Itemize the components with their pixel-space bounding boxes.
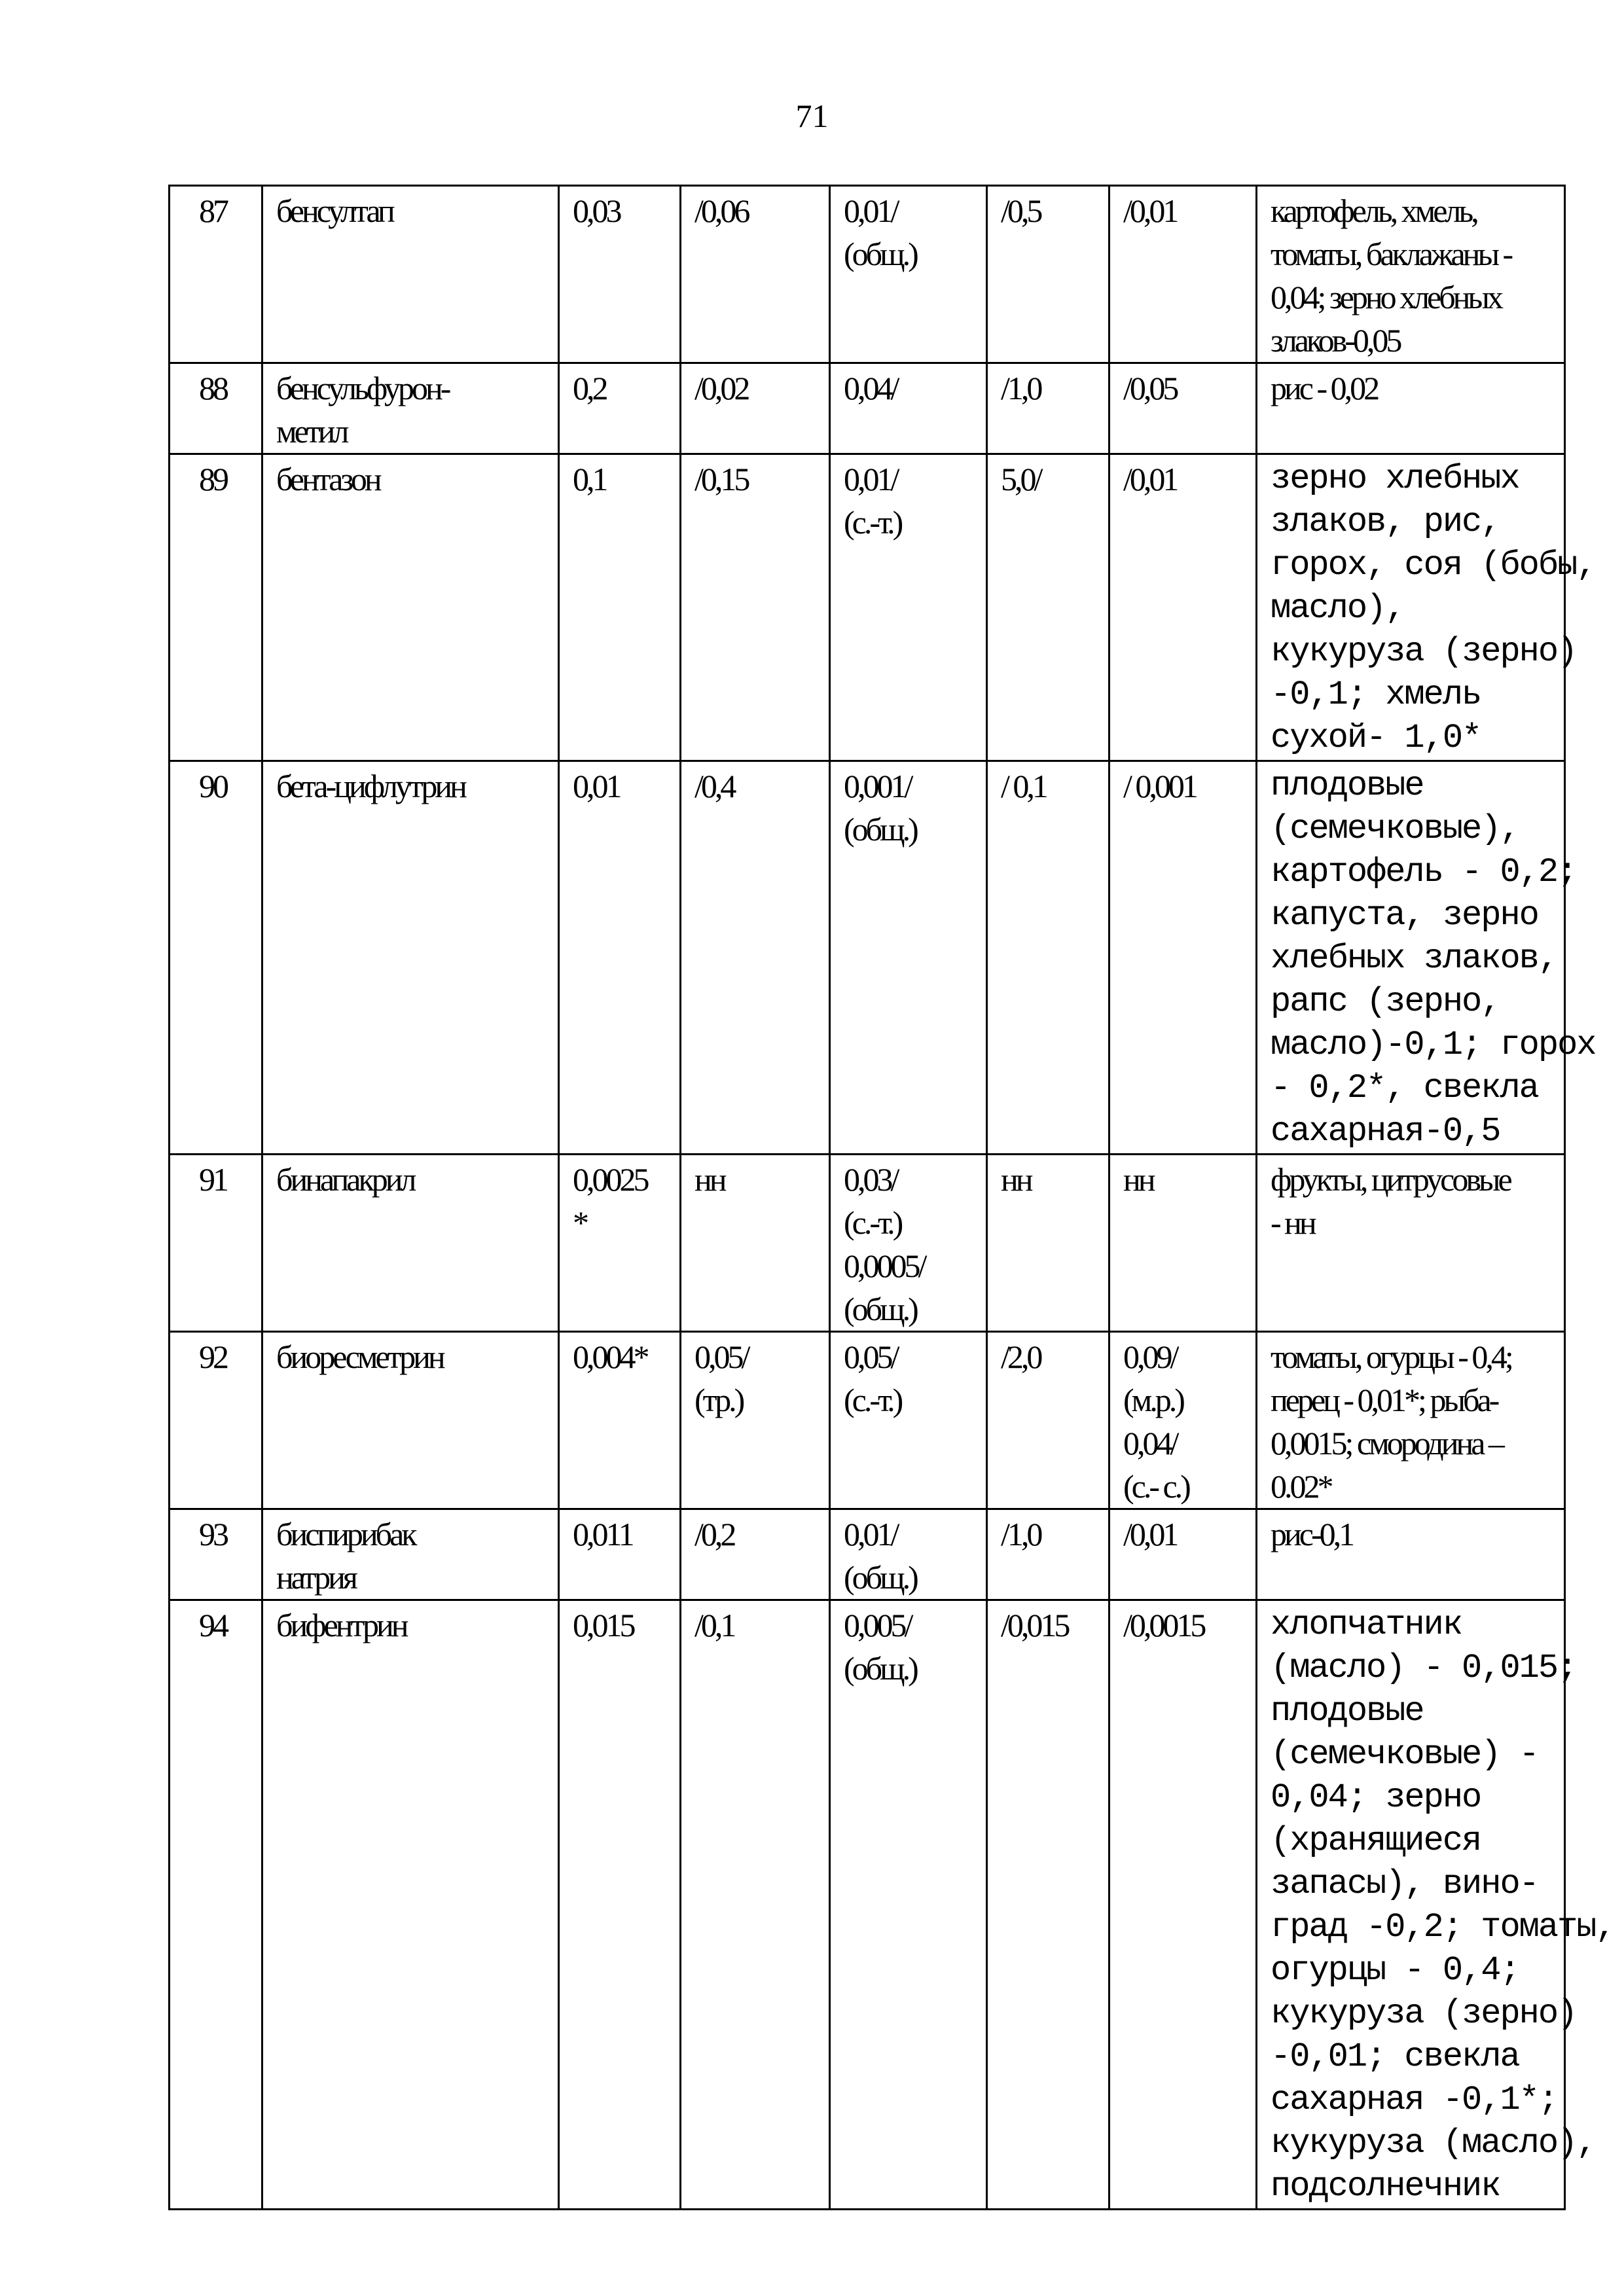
- cell-value-3: [830, 1332, 987, 1509]
- cell-line: /0,2: [695, 1516, 734, 1552]
- cell-line: /0,06: [695, 192, 748, 229]
- cell-line: (общ.): [844, 1559, 916, 1596]
- cell-notes: [1257, 761, 1596, 1155]
- cell-line: нн: [695, 1161, 725, 1198]
- cell-notes: [1257, 1600, 1615, 2210]
- cell-value-5: [1110, 761, 1257, 1155]
- cell-line: (с.-т.): [844, 504, 901, 541]
- cell-line: 0,05/: [844, 1338, 897, 1375]
- cell-line: кукуруза (зерно): [1271, 1994, 1577, 2033]
- cell-line: сухой- 1,0*: [1271, 719, 1481, 757]
- cell-value-3: [830, 454, 987, 761]
- cell-number: 91: [170, 1155, 262, 1332]
- cell-value-1: [559, 1600, 681, 2210]
- cell-value-3: [830, 1155, 987, 1332]
- cell-line: /0,015: [1001, 1607, 1068, 1643]
- cell-line: /0,15: [695, 461, 748, 497]
- cell-value-3: [830, 1509, 987, 1600]
- cell-substance-name: [262, 1332, 559, 1509]
- cell-value-4: [987, 186, 1110, 363]
- cell-line: 0,04/: [844, 370, 897, 406]
- cell-value-3: [830, 186, 987, 363]
- cell-notes: [1257, 186, 1565, 363]
- cell-line: (семечковые),: [1271, 810, 1519, 848]
- cell-line: (с.-т.): [844, 1382, 901, 1418]
- cell-line: капуста, зерно: [1271, 896, 1538, 935]
- cell-value-5: [1110, 186, 1257, 363]
- cell-line: кукуруза (масло),: [1271, 2124, 1596, 2162]
- cell-line: /0,05: [1123, 370, 1177, 406]
- cell-line: 0,1: [573, 461, 606, 497]
- cell-line: -0,01; свекла: [1271, 2037, 1519, 2076]
- cell-line: рис - 0,02: [1271, 370, 1378, 406]
- cell-substance-name: [262, 1600, 559, 2210]
- cell-substance-name: [262, 1509, 559, 1600]
- cell-line: 0,001/: [844, 768, 911, 804]
- cell-line: кукуруза (зерно): [1271, 632, 1577, 671]
- cell-number: 89: [170, 454, 262, 761]
- cell-line: /0,01: [1123, 192, 1177, 229]
- cell-notes: [1257, 363, 1565, 454]
- cell-substance-name: [262, 761, 559, 1155]
- cell-value-5: [1110, 363, 1257, 454]
- cell-line: (семечковые) -: [1271, 1735, 1538, 1774]
- cell-value-5: [1110, 1155, 1257, 1332]
- cell-line: /0,4: [695, 768, 734, 804]
- cell-line: 0,03/: [844, 1161, 897, 1198]
- cell-line: огурцы - 0,4;: [1271, 1951, 1519, 1990]
- cell-value-5: [1110, 1509, 1257, 1600]
- cell-value-2: [681, 186, 830, 363]
- cell-line: фрукты, цитрусовые: [1271, 1161, 1510, 1198]
- cell-line: биоресметрин: [276, 1338, 443, 1375]
- cell-value-4: [987, 454, 1110, 761]
- cell-line: *: [573, 1204, 586, 1241]
- cell-line: (общ.): [844, 236, 916, 272]
- cell-line: рис-0,1: [1271, 1516, 1353, 1552]
- cell-value-1: [559, 454, 681, 761]
- cell-line: бифентрин: [276, 1607, 406, 1643]
- cell-line: (общ.): [844, 811, 916, 848]
- cell-line: (м.р.): [1123, 1382, 1183, 1418]
- table-row: [170, 1155, 1565, 1332]
- cell-line: 0,0015; смородина –: [1271, 1425, 1502, 1462]
- cell-line: 0,01/: [844, 461, 897, 497]
- cell-value-1: [559, 761, 681, 1155]
- cell-line: бентазон: [276, 461, 380, 497]
- cell-line: 0,015: [573, 1607, 634, 1643]
- cell-value-1: [559, 1332, 681, 1509]
- cell-line: горох, соя (бобы,: [1271, 546, 1596, 584]
- cell-line: 5,0/: [1001, 461, 1041, 497]
- cell-value-2: [681, 1155, 830, 1332]
- cell-line: град -0,2; томаты,: [1271, 1908, 1615, 1946]
- cell-line: бинапакрил: [276, 1161, 414, 1198]
- cell-line: биспирибак: [276, 1516, 415, 1552]
- cell-line: масло)-0,1; горох: [1271, 1026, 1596, 1064]
- cell-line: подсолнечник: [1271, 2167, 1500, 2206]
- cell-line: 0,005/: [844, 1607, 911, 1643]
- cell-line: /0,01: [1123, 1516, 1177, 1552]
- cell-line: 0,0025: [573, 1161, 647, 1198]
- cell-line: 0,04; зерно хлебных: [1271, 279, 1502, 315]
- cell-line: /2,0: [1001, 1338, 1041, 1375]
- cell-value-1: [559, 186, 681, 363]
- cell-value-3: [830, 363, 987, 454]
- cell-line: картофель, хмель,: [1271, 192, 1477, 229]
- cell-value-2: [681, 761, 830, 1155]
- cell-value-3: [830, 761, 987, 1155]
- cell-number: 88: [170, 363, 262, 454]
- regulation-table: [168, 185, 1615, 2210]
- cell-line: хлопчатник: [1271, 1605, 1462, 1644]
- cell-line: 0,09/: [1123, 1338, 1177, 1375]
- cell-line: плодовые: [1271, 766, 1424, 805]
- cell-value-1: [559, 363, 681, 454]
- cell-line: (общ.): [844, 1650, 916, 1687]
- table-row: [170, 761, 1565, 1155]
- cell-line: /0,5: [1001, 192, 1041, 229]
- cell-line: 0,05/: [695, 1338, 748, 1375]
- cell-number: 87: [170, 186, 262, 363]
- cell-value-4: [987, 1155, 1110, 1332]
- cell-value-2: [681, 454, 830, 761]
- cell-notes: [1257, 1332, 1565, 1509]
- cell-line: (тр.): [695, 1382, 743, 1418]
- cell-value-5: [1110, 454, 1257, 761]
- cell-line: 0,0005/: [844, 1247, 925, 1284]
- table-row: [170, 186, 1565, 363]
- cell-line: плодовые: [1271, 1692, 1424, 1731]
- cell-value-4: [987, 1332, 1110, 1509]
- cell-substance-name: [262, 454, 559, 761]
- cell-value-1: [559, 1155, 681, 1332]
- cell-value-2: [681, 1600, 830, 2210]
- cell-line: /0,01: [1123, 461, 1177, 497]
- cell-line: / 0,1: [1001, 768, 1046, 804]
- cell-line: хлебных злаков,: [1271, 939, 1558, 978]
- cell-line: /0,02: [695, 370, 748, 406]
- cell-number: 92: [170, 1332, 262, 1509]
- cell-value-2: [681, 1509, 830, 1600]
- cell-line: злаков, рис,: [1271, 503, 1500, 541]
- cell-line: /0,0015: [1123, 1607, 1204, 1643]
- page-number: 71: [795, 98, 829, 134]
- cell-line: томаты, огурцы - 0,4;: [1271, 1338, 1511, 1375]
- cell-notes: [1257, 1155, 1565, 1332]
- cell-line: 0,2: [573, 370, 606, 406]
- cell-line: (с.-т.): [844, 1204, 901, 1241]
- cell-value-4: [987, 761, 1110, 1155]
- cell-line: 0,011: [573, 1516, 632, 1552]
- cell-notes: [1257, 454, 1596, 761]
- cell-value-2: [681, 1332, 830, 1509]
- cell-line: нн: [1001, 1161, 1031, 1198]
- cell-line: томаты, баклажаны -: [1271, 236, 1511, 272]
- cell-line: 0.02*: [1271, 1468, 1331, 1505]
- cell-value-2: [681, 363, 830, 454]
- cell-value-4: [987, 1600, 1110, 2210]
- cell-value-5: [1110, 1600, 1257, 2210]
- cell-value-4: [987, 1509, 1110, 1600]
- cell-line: - нн: [1271, 1204, 1314, 1241]
- cell-line: 0,03: [573, 192, 620, 229]
- cell-line: 0,01/: [844, 192, 897, 229]
- cell-line: (общ.): [844, 1291, 916, 1327]
- cell-value-4: [987, 363, 1110, 454]
- cell-value-3: [830, 1600, 987, 2210]
- cell-line: (масло) - 0,015;: [1271, 1649, 1577, 1687]
- cell-line: натрия: [276, 1559, 355, 1596]
- cell-line: / 0,001: [1123, 768, 1196, 804]
- cell-number: 90: [170, 761, 262, 1155]
- cell-substance-name: [262, 186, 559, 363]
- cell-line: /0,1: [695, 1607, 734, 1643]
- cell-line: запасы), вино-: [1271, 1865, 1538, 1903]
- cell-line: (с.- с.): [1123, 1468, 1189, 1505]
- cell-line: 0,04/: [1123, 1425, 1177, 1462]
- cell-line: нн: [1123, 1161, 1153, 1198]
- cell-line: масло),: [1271, 589, 1405, 628]
- cell-line: сахарная -0,1*;: [1271, 2081, 1558, 2119]
- cell-line: 0,01: [573, 768, 620, 804]
- cell-number: 93: [170, 1509, 262, 1600]
- cell-line: /1,0: [1001, 1516, 1041, 1552]
- cell-line: зерно хлебных: [1271, 459, 1519, 498]
- cell-number: 94: [170, 1600, 262, 2210]
- cell-line: 0,004*: [573, 1338, 647, 1375]
- cell-notes: [1257, 1509, 1565, 1600]
- cell-substance-name: [262, 363, 559, 454]
- table-row: [170, 1332, 1565, 1509]
- cell-line: картофель - 0,2;: [1271, 853, 1577, 891]
- table-row: [170, 454, 1565, 761]
- cell-line: бенсултап: [276, 192, 393, 229]
- table-row: [170, 1509, 1565, 1600]
- cell-line: бенсульфурон-: [276, 370, 449, 406]
- cell-substance-name: [262, 1155, 559, 1332]
- cell-line: /1,0: [1001, 370, 1041, 406]
- cell-line: рапс (зерно,: [1271, 982, 1500, 1021]
- cell-value-1: [559, 1509, 681, 1600]
- cell-line: - 0,2*, свекла: [1271, 1069, 1538, 1107]
- cell-value-5: [1110, 1332, 1257, 1509]
- cell-line: -0,1; хмель: [1271, 675, 1481, 714]
- table-row: [170, 1600, 1565, 2210]
- cell-line: 0,01/: [844, 1516, 897, 1552]
- cell-line: метил: [276, 413, 347, 450]
- cell-line: злаков-0,05: [1271, 322, 1400, 359]
- cell-line: бета-цифлутрин: [276, 768, 465, 804]
- table-row: [170, 363, 1565, 454]
- cell-line: перец - 0,01*; рыба-: [1271, 1382, 1498, 1418]
- cell-line: 0,04; зерно: [1271, 1778, 1481, 1817]
- table-body: [170, 186, 1615, 2210]
- cell-line: сахарная-0,5: [1271, 1112, 1500, 1151]
- cell-line: (хранящиеся: [1271, 1821, 1481, 1860]
